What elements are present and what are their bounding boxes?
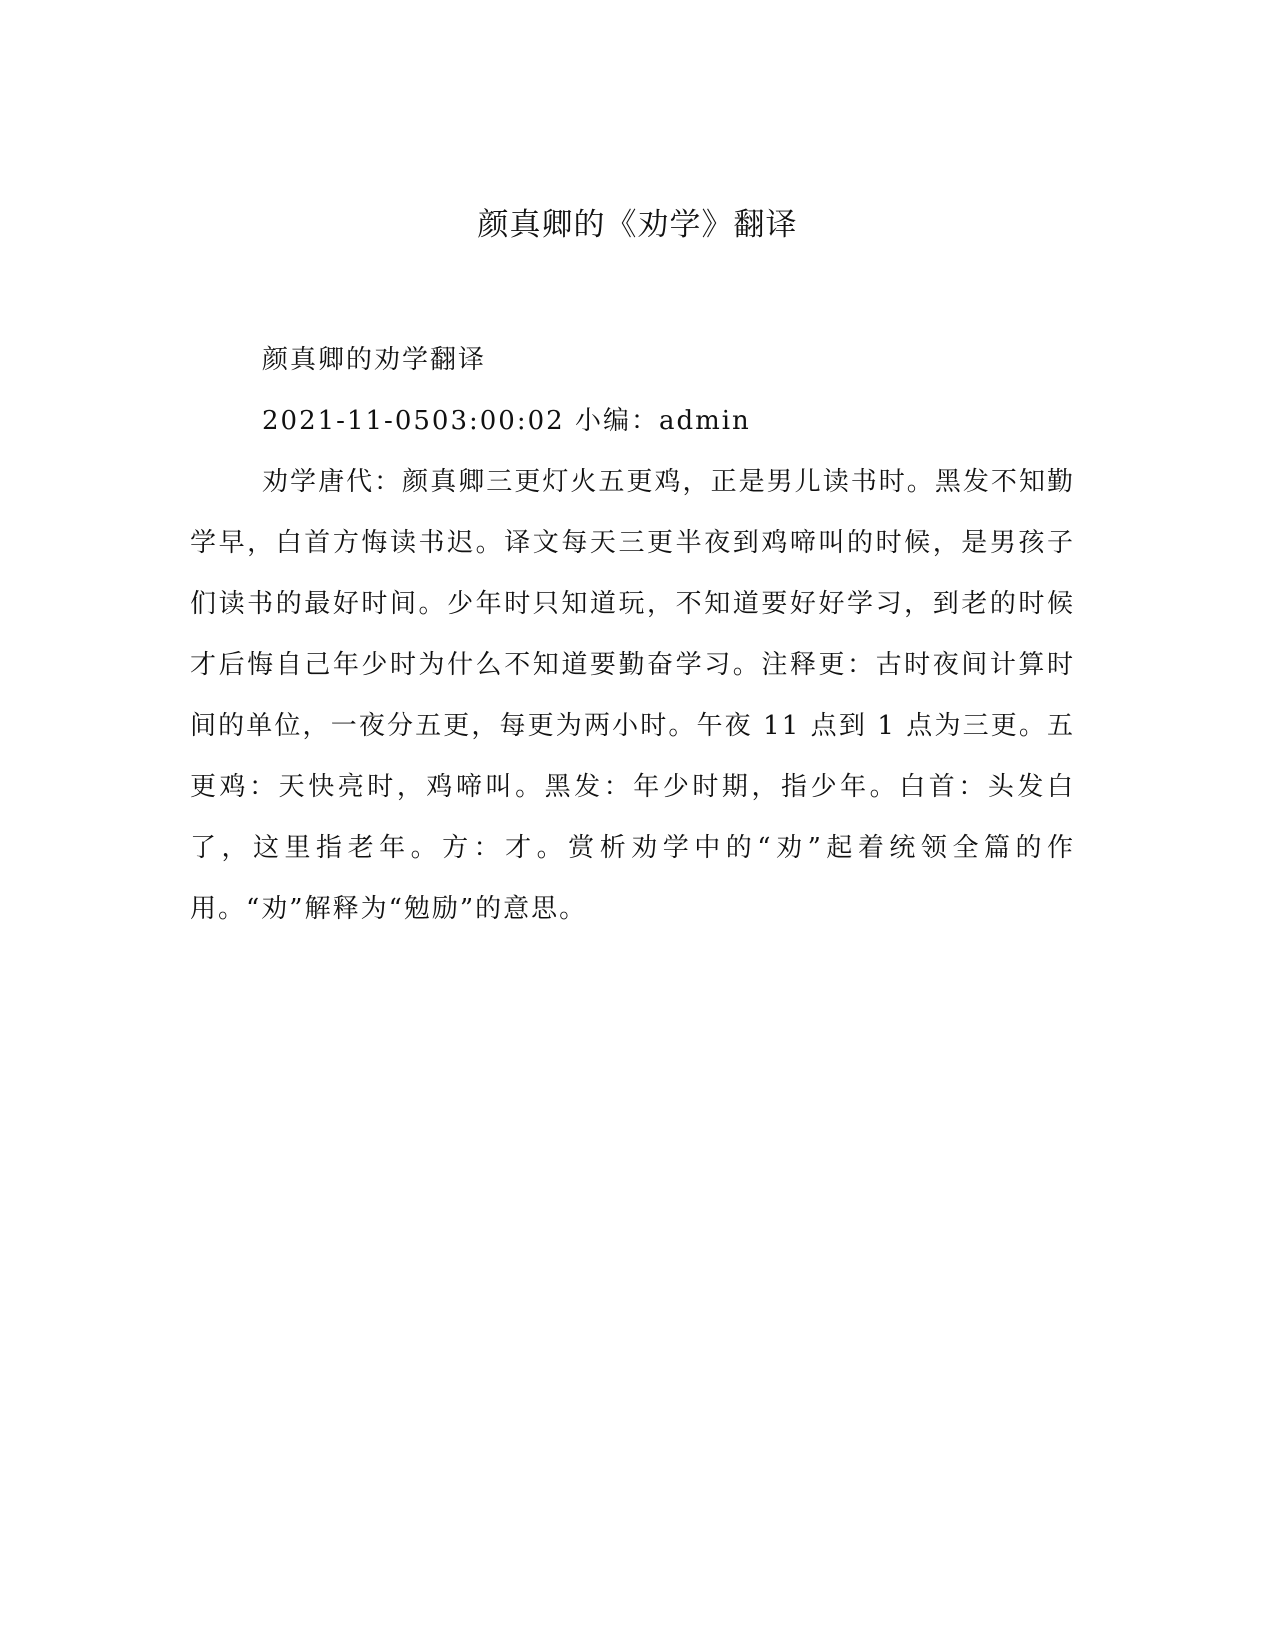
document-body	[190, 330, 1075, 940]
document-title: 颜真卿的《劝学》翻译	[477, 207, 798, 243]
content-paragraph: 劝学唐代：颜真卿三更灯火五更鸡，正是男儿读书时。黑发不知勤学早，白首方悔读书迟。译文每天三更半夜到鸡啼叫的时候，是男孩子们读书的最好时间。少年时只知道玩，不知道要好好学习，到老的时候才后悔自己年少时为什么不知道要勤奋学习。注释更：古时夜间计算时间的单位，一夜分五更，每更为两小时。午夜 11 点到 1 点为三更。五更鸡：天快亮时，鸡啼叫。黑发：年少时期，指少年。白首：头发白了，这里指老年。方：才。赏析劝学中的“劝”起着统领全篇的作用。“劝”解释为“勉励”的意思。	[190, 467, 1075, 924]
meta-paragraph: 2021-11-0503:00:02 小编：admin	[262, 406, 751, 436]
subtitle-paragraph: 颜真卿的劝学翻译	[262, 345, 487, 375]
